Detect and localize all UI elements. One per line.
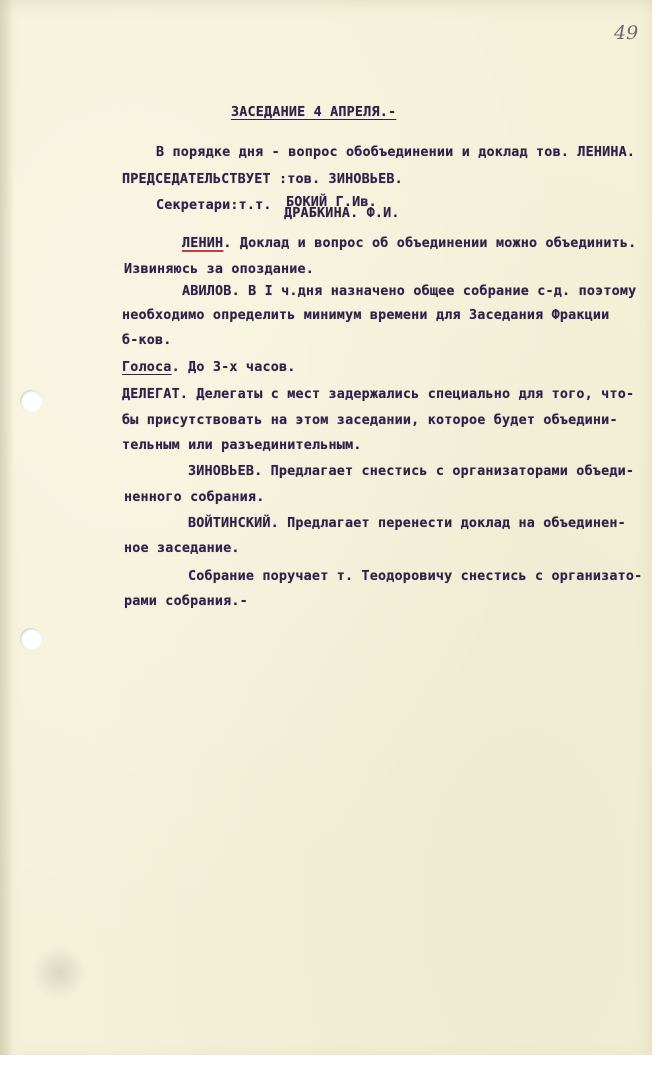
chair-line [122,172,403,187]
delegate-line-2: бы присутствовать на этом заседании, которое будет объедини- [122,413,618,428]
punch-hole-lower [20,628,42,650]
chair-label: ПРЕДСЕДАТЕЛЬСТВУЕТ : [122,172,288,187]
voitinsky-line-1: ВОЙТИНСКИЙ. Предлагает перенести доклад на объединен- [188,516,626,531]
meeting-line-2: рами собрания.- [124,594,248,609]
chair-name: тов. ЗИНОВЬЕВ. [287,172,403,187]
delegate-line-1: ДЕЛЕГАТ. Делегаты с мест задержались специально для того, что- [122,387,635,402]
zinoviev-line-2: ненного собрания. [124,490,265,505]
page-bottom-edge [0,1055,656,1065]
meeting-line-1: Собрание поручает т. Теодоровичу снестись с организато- [188,569,643,584]
page-edge-shadow [0,0,14,1065]
lenin-text: . Доклад и вопрос об объединении можно объединить. [223,236,637,251]
page-number: 49 [614,22,639,44]
voices-label: Голоса [122,360,172,375]
voices-text: . До 3-х часов. [171,360,296,375]
secretaries-label: Секретари:т.т. [156,198,272,213]
avilov-line-1: АВИЛОВ. В I ч.дня назначено общее собрание с-д. поэтому [182,284,637,299]
agenda-line: В порядке дня - вопрос обобъединении и доклад тов. ЛЕНИНА. [156,145,636,160]
punch-hole-upper [20,390,42,412]
lenin-statement-2: Извиняюсь за опоздание. [124,262,315,277]
paper-stain [32,945,87,1000]
lenin-statement [182,236,636,251]
secretary-1: БОКИЙ Г.Ив. [286,195,377,210]
voices-line [122,360,296,375]
avilov-line-3: б-ков. [122,333,172,348]
zinoviev-line-1: ЗИНОВЬЕВ. Предлагает снестись с организаторами объеди- [188,464,635,479]
delegate-line-3: тельным или разъединительным. [122,438,362,453]
voitinsky-line-2: ное заседание. [124,541,240,556]
lenin-speaker: ЛЕНИН [182,236,224,251]
page-right-edge [652,0,656,1065]
avilov-line-2: необходимо определить минимум времени для Заседания Фракции [122,308,610,323]
secretary-2: ДРАБКИНА. Ф.И. [284,206,400,221]
document-title: ЗАСЕДАНИЕ 4 АПРЕЛЯ.- [231,105,397,120]
